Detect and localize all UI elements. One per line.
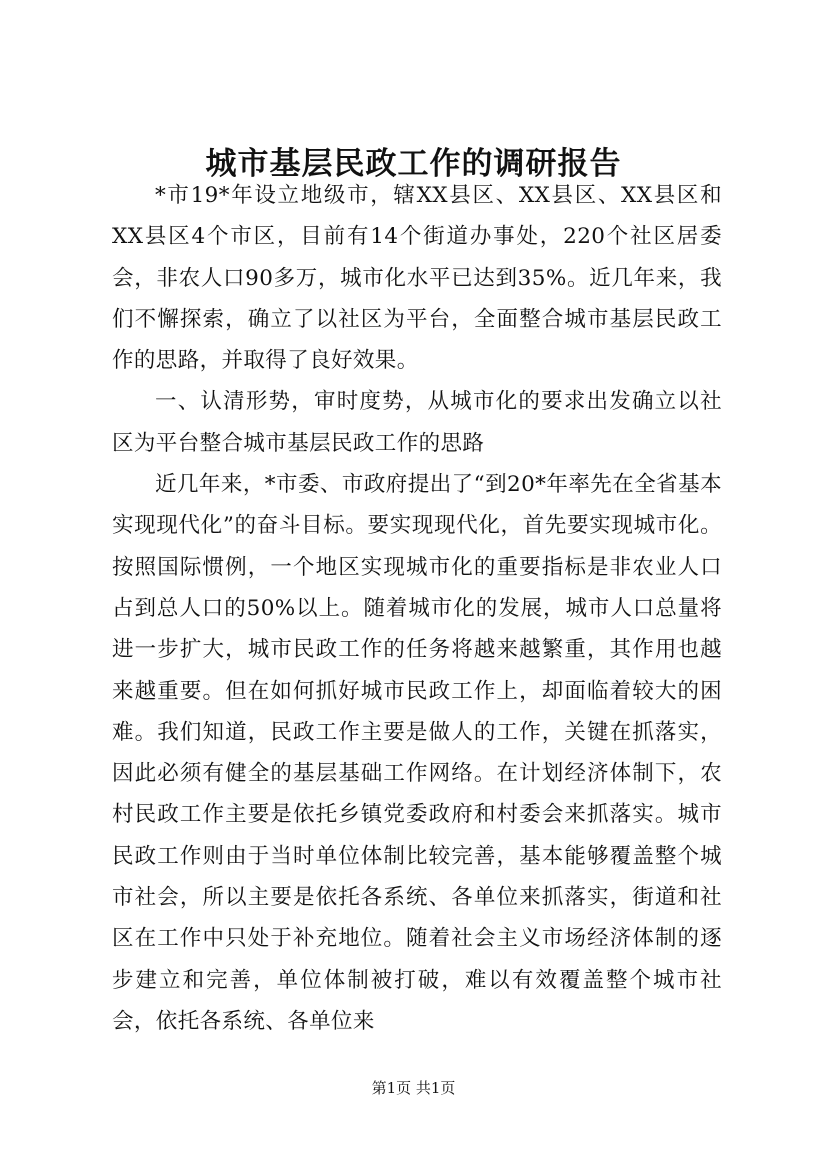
- paragraph-section-heading: 一、认清形势，审时度势，从城市化的要求出发确立以社区为平台整合城市基层民政工作的思路: [112, 389, 722, 456]
- paragraph-main: 近几年来，*市委、市政府提出了“到20*年率先在全省基本实现现代化”的奋斗目标。要实现现代化，首先要实现城市化。按照国际惯例，一个地区实现城市化的重要指标是非农业人口占到总人口的50%以上。随着城市化的发展，城市人口总量将进一步扩大，城市民政工作的任务将越来越繁重，其作用也越来越重要。但在如何抓好城市民政工作上，却面临着较大的困难。我们知道，民政工作主要是做人的工作，关键在抓落实，因此必须有健全的基层基础工作网络。在计划经济体制下，农村民政工作主要是依托乡镇党委政府和村委会来抓落实。城市民政工作则由于当时单位体制比较完善，基本能够覆盖整个城市社会，所以主要是依托各系统、各单位来抓落实，街道和社区在工作中只处于补充地位。随着社会主义市场经济体制的逐步建立和完善，单位体制被打破，难以有效覆盖整个城市社会，依托各系统、各单位来: [112, 472, 722, 1034]
- document-title: 城市基层民政工作的调研报告: [205, 146, 622, 182]
- page-footer: 第1页 共1页: [371, 1079, 456, 1097]
- paragraph-intro: *市19*年设立地级市，辖XX县区、XX县区、XX县区和XX县区4个市区，目前有14个街道办事处，220个社区居委会，非农人口90多万，城市化水平已达到35%。近几年来，我们不懈探索，确立了以社区为平台，全面整合城市基层民政工作的思路，并取得了良好效果。: [112, 183, 722, 374]
- document-body: [112, 175, 722, 1042]
